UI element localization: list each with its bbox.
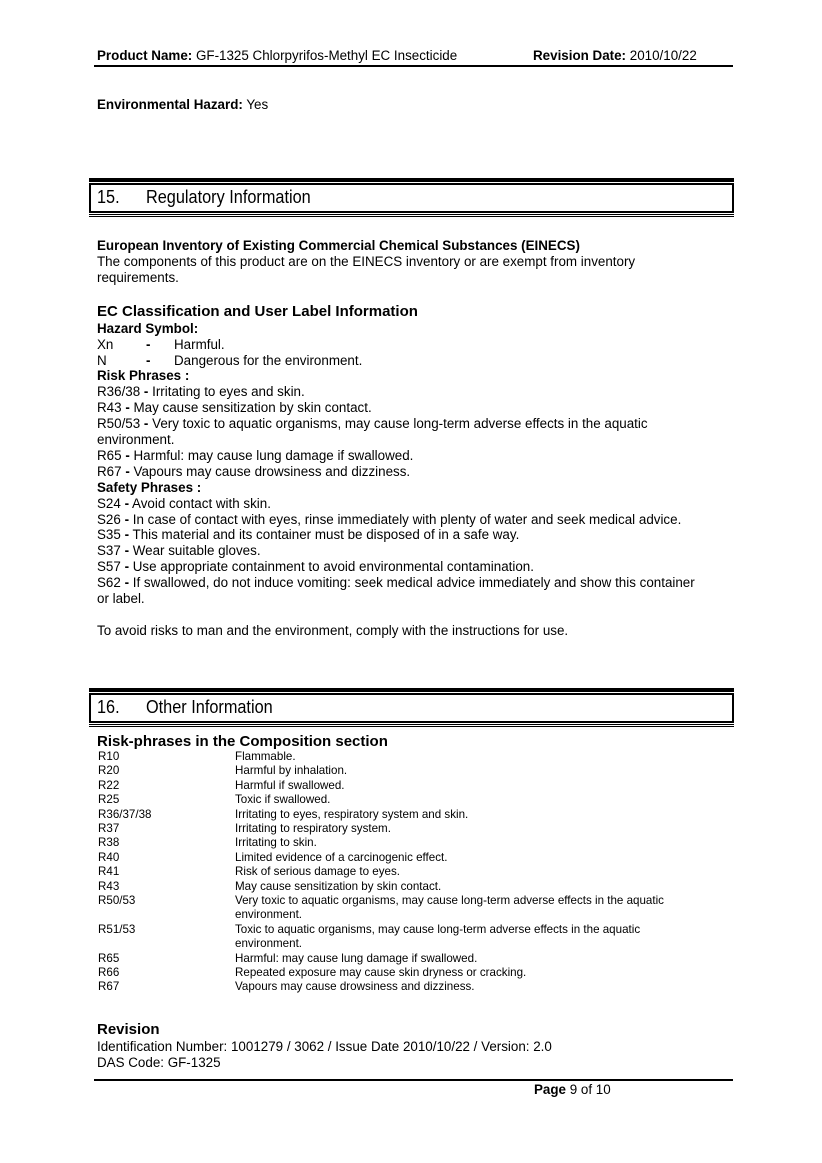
risk-phrase <box>97 464 410 480</box>
composition-phrase-code: R40 <box>98 850 120 864</box>
composition-phrase-text: environment. <box>235 908 303 922</box>
phrase-separator: - <box>124 496 130 511</box>
banner-top-rule <box>89 178 734 182</box>
safety-phrase <box>97 543 261 559</box>
phrase-code: S57 <box>97 559 121 574</box>
header-rule <box>94 65 733 67</box>
composition-phrase-code: R41 <box>98 865 120 879</box>
section-title: Regulatory Information <box>146 186 311 207</box>
composition-phrase-code: R38 <box>98 836 120 850</box>
das-code: DAS Code: GF-1325 <box>97 1055 221 1070</box>
composition-phrase-text: Very toxic to aquatic organisms, may cause long-term adverse effects in the aquatic <box>235 894 664 907</box>
composition-phrase-text: Repeated exposure may cause skin dryness or cracking. <box>235 966 527 979</box>
safety-phrase <box>97 512 681 528</box>
phrase-text: Harmful: may cause lung damage if swallowed. <box>133 448 414 463</box>
product-name-label: Product Name: <box>97 48 193 63</box>
composition-phrase-code: R22 <box>98 778 120 792</box>
phrase-text: Wear suitable gloves. <box>132 543 261 558</box>
phrase-separator: - <box>124 575 130 590</box>
phrase-code: S37 <box>97 543 121 558</box>
risk-phrase <box>97 416 648 432</box>
composition-phrase-text: Irritating to skin. <box>235 836 317 850</box>
phrase-separator: - <box>124 512 130 527</box>
identification-number: Identification Number: 1001279 / 3062 / Issue Date 2010/10/22 / Version: 2.0 <box>97 1039 552 1054</box>
composition-phrase-text: Flammable. <box>235 750 296 763</box>
phrase-text: May cause sensitization by skin contact. <box>133 400 372 415</box>
environmental-hazard <box>97 97 268 113</box>
composition-phrase-code: R66 <box>98 966 120 979</box>
risk-phrase-continuation: environment. <box>97 432 175 447</box>
composition-phrase-text: environment. <box>235 937 303 951</box>
safety-phrases-label: Safety Phrases : <box>97 480 202 495</box>
risk-phrase <box>97 400 372 416</box>
composition-phrase-code: R25 <box>98 793 120 807</box>
composition-phrase-code: R50/53 <box>98 894 136 907</box>
phrase-code: R65 <box>97 448 122 463</box>
section-title: Other Information <box>146 696 273 717</box>
phrase-text: In case of contact with eyes, rinse immediately with plenty of water and seek medical advice. <box>132 512 682 527</box>
phrase-text: Use appropriate containment to avoid environmental contamination. <box>132 559 534 574</box>
hazard-symbol-dash: - <box>146 337 151 352</box>
phrase-separator: - <box>125 464 130 479</box>
environmental-hazard-value: Yes <box>246 97 269 112</box>
risk-phrase <box>97 448 413 464</box>
einecs-text-line: requirements. <box>97 270 179 285</box>
hazard-symbol-text: Harmful. <box>174 337 225 352</box>
banner-bottom-rule <box>89 726 734 727</box>
composition-phrase-code: R43 <box>98 879 120 893</box>
phrase-separator: - <box>125 448 130 463</box>
composition-phrase-code: R37 <box>98 822 120 835</box>
phrase-code: S35 <box>97 527 121 542</box>
composition-phrase-code: R20 <box>98 764 120 778</box>
safety-phrase <box>97 496 271 512</box>
phrase-separator: - <box>143 416 149 431</box>
ec-classification-heading: EC Classification and User Label Information <box>97 303 418 320</box>
banner-top-rule <box>89 688 734 692</box>
safety-phrase <box>97 527 519 543</box>
composition-phrase-text: Vapours may cause drowsiness and dizziness. <box>235 980 475 994</box>
composition-phrase-text: Irritating to respiratory system. <box>235 822 391 835</box>
hazard-symbol-code: N <box>97 353 107 368</box>
composition-phrase-text: Harmful if swallowed. <box>235 778 345 792</box>
environmental-hazard-label: Environmental Hazard: <box>97 97 243 112</box>
composition-phrase-code: R36/37/38 <box>98 807 152 821</box>
banner-bottom-rule <box>89 216 734 217</box>
phrase-separator: - <box>124 527 130 542</box>
product-name-value: GF-1325 Chlorpyrifos-Methyl EC Insecticide <box>195 48 458 63</box>
revision-date-value: 2010/10/22 <box>629 48 697 63</box>
revision-heading: Revision <box>97 1021 160 1038</box>
composition-phrase-text: Toxic to aquatic organisms, may cause long-term adverse effects in the aquatic <box>235 922 641 936</box>
revision-date-label: Revision Date: <box>533 48 627 63</box>
product-name <box>97 48 457 63</box>
banner-bottom-rule <box>89 214 734 215</box>
phrase-text: This material and its container must be disposed of in a safe way. <box>132 527 520 542</box>
phrase-code: S24 <box>97 496 121 511</box>
composition-phrase-code: R65 <box>98 951 120 965</box>
phrase-text: Very toxic to aquatic organisms, may cause long-term adverse effects in the aquatic <box>152 416 648 431</box>
page-header <box>97 48 733 64</box>
page-count: 9 of 10 <box>569 1082 611 1097</box>
revision-date <box>533 48 697 63</box>
phrase-code: S26 <box>97 512 121 527</box>
phrase-separator: - <box>124 543 130 558</box>
phrase-separator: - <box>125 400 130 415</box>
section-number: 16. <box>97 696 120 717</box>
safety-phrase <box>97 575 695 591</box>
section-number: 15. <box>97 186 120 207</box>
risk-phrases-label: Risk Phrases : <box>97 368 190 383</box>
hazard-symbol-code: Xn <box>97 337 114 352</box>
composition-phrase-text: Risk of serious damage to eyes. <box>235 865 400 879</box>
page-label: Page <box>534 1082 567 1097</box>
hazard-symbol-dash: - <box>146 353 151 368</box>
composition-phrase-code: R10 <box>98 750 120 763</box>
closing-text: To avoid risks to man and the environment, comply with the instructions for use. <box>97 623 569 638</box>
phrase-code: S62 <box>97 575 121 590</box>
phrase-separator: - <box>143 384 149 399</box>
hazard-symbol-label: Hazard Symbol: <box>97 321 199 336</box>
phrase-text: If swallowed, do not induce vomiting: seek medical advice immediately and show this container <box>132 575 695 590</box>
banner-bottom-rule <box>89 724 734 725</box>
phrase-code: R36/38 <box>97 384 141 399</box>
hazard-symbol-text: Dangerous for the environment. <box>174 353 363 368</box>
phrase-code: R43 <box>97 400 122 415</box>
phrase-separator: - <box>124 559 130 574</box>
composition-phrase-code: R51/53 <box>98 922 136 936</box>
page-number <box>534 1082 611 1098</box>
einecs-text-line: The components of this product are on the EINECS inventory or are exempt from inventory <box>97 254 636 269</box>
risk-phrase <box>97 384 305 400</box>
phrase-code: R67 <box>97 464 122 479</box>
einecs-heading: European Inventory of Existing Commercial Chemical Substances (EINECS) <box>97 238 580 253</box>
composition-phrase-code: R67 <box>98 980 120 994</box>
composition-phrase-text: Harmful: may cause lung damage if swallowed. <box>235 951 478 965</box>
composition-phrase-text: Harmful by inhalation. <box>235 764 348 778</box>
phrase-text: Irritating to eyes and skin. <box>152 384 305 399</box>
composition-phrase-text: May cause sensitization by skin contact. <box>235 879 442 893</box>
phrase-code: R50/53 <box>97 416 141 431</box>
composition-heading: Risk-phrases in the Composition section <box>97 733 388 750</box>
composition-phrase-text: Irritating to eyes, respiratory system and skin. <box>235 807 469 821</box>
composition-phrase-text: Limited evidence of a carcinogenic effect. <box>235 850 448 864</box>
safety-phrase-continuation: or label. <box>97 591 145 606</box>
phrase-text: Avoid contact with skin. <box>132 496 271 511</box>
footer-rule <box>94 1079 733 1081</box>
phrase-text: Vapours may cause drowsiness and dizziness. <box>133 464 411 479</box>
composition-phrase-text: Toxic if swallowed. <box>235 793 331 807</box>
safety-phrase <box>97 559 534 575</box>
